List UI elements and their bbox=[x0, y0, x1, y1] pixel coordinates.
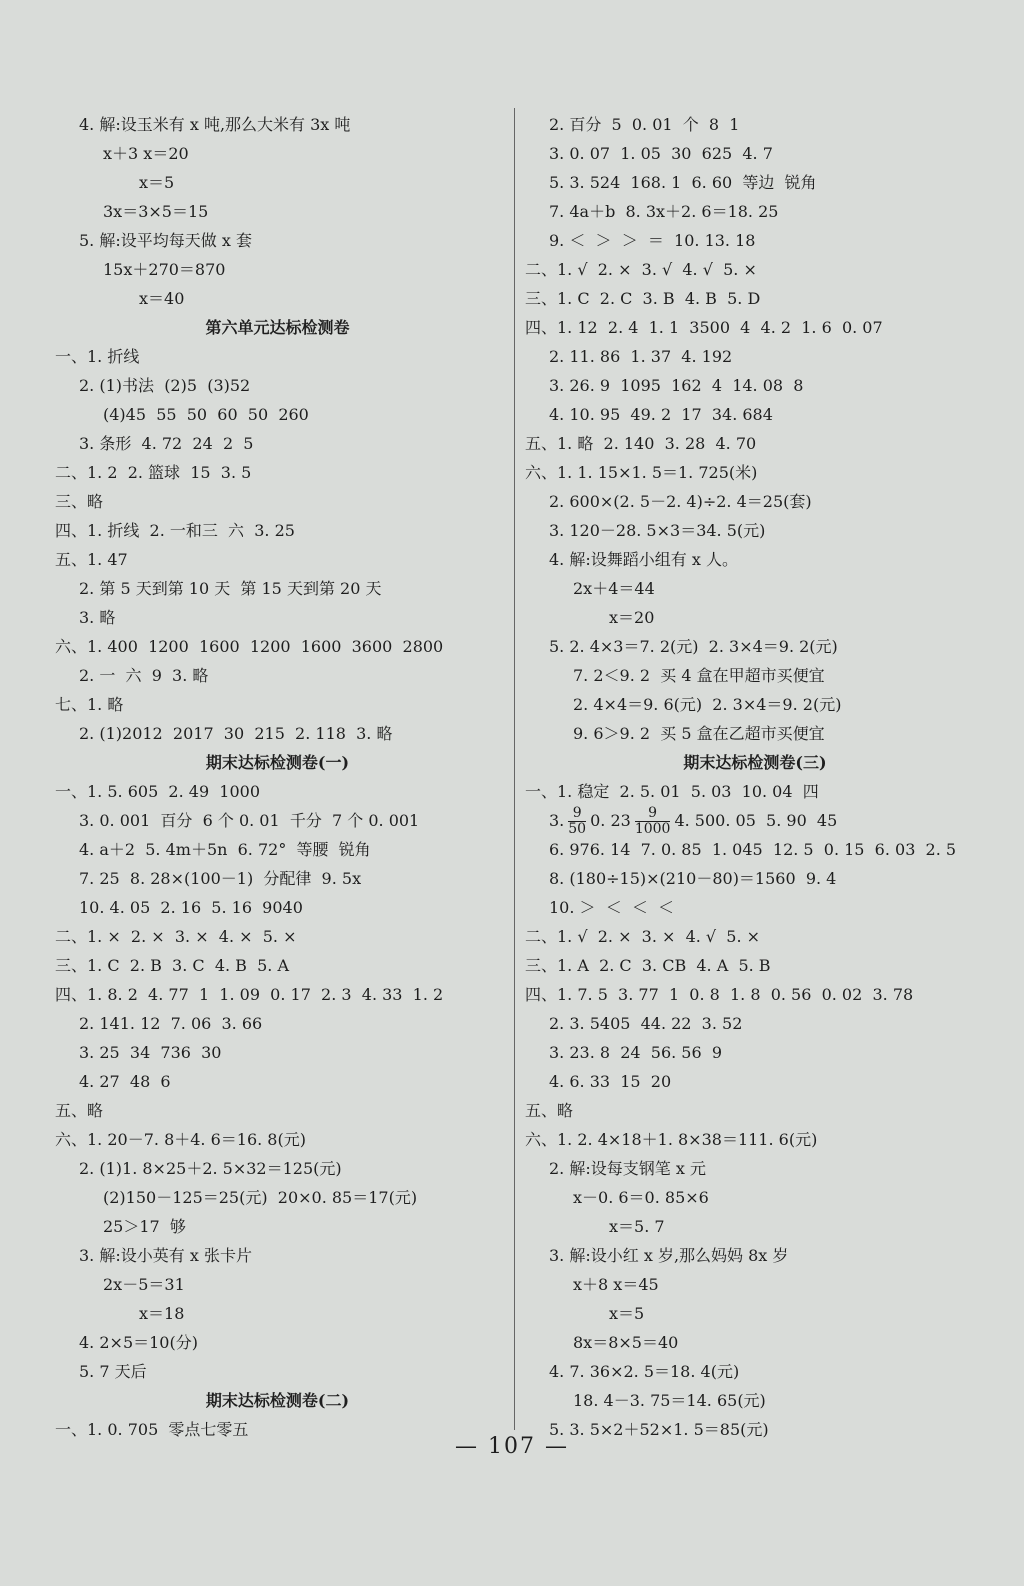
answer-line: 5. 3. 524 168. 1 6. 60 等边 锐角 bbox=[549, 173, 817, 192]
answer-line: 15x＋270＝870 bbox=[103, 260, 226, 279]
denominator: 50 bbox=[568, 821, 587, 835]
answer-line: 18. 4－3. 75＝14. 65(元) bbox=[573, 1391, 766, 1410]
denominator: 1000 bbox=[634, 821, 671, 835]
answer-line: 5. 解:设平均每天做 x 套 bbox=[79, 231, 252, 250]
answer-line: 5. 7 天后 bbox=[79, 1362, 147, 1381]
answer-line: x＝18 bbox=[139, 1304, 185, 1323]
fraction bbox=[635, 806, 671, 835]
answer-line: 5. 2. 4×3＝7. 2(元) 2. 3×4＝9. 2(元) bbox=[549, 637, 838, 656]
answer-line: 三、1. A 2. C 3. CB 4. A 5. B bbox=[525, 956, 771, 975]
answer-line: 2. (1)书法 (2)5 (3)52 bbox=[79, 376, 251, 395]
answer-line-fractions bbox=[525, 806, 985, 835]
answer-line: (4)45 55 50 60 50 260 bbox=[103, 405, 309, 424]
answer-line: 7. 25 8. 28×(100－1) 分配律 9. 5x bbox=[79, 869, 362, 888]
numerator: 9 bbox=[635, 806, 671, 822]
answer-line: x＝5. 7 bbox=[609, 1217, 665, 1236]
answer-line: 3. 26. 9 1095 162 4 14. 08 8 bbox=[549, 376, 804, 395]
answer-line: 4. 解:设玉米有 x 吨,那么大米有 3x 吨 bbox=[79, 115, 351, 134]
answer-line: 六、1. 1. 15×1. 5＝1. 725(米) bbox=[525, 463, 758, 482]
answer-line: 2. 一 六 9 3. 略 bbox=[79, 666, 209, 685]
answer-line: 4. 2×5＝10(分) bbox=[79, 1333, 198, 1352]
answer-line: 三、略 bbox=[55, 492, 104, 511]
answer-line: x＝20 bbox=[609, 608, 655, 627]
answer-line: x＝5 bbox=[139, 173, 175, 192]
right-column bbox=[525, 110, 985, 1444]
answer-line: 4. 7. 36×2. 5＝18. 4(元) bbox=[549, 1362, 740, 1381]
answer-line: 6. 976. 14 7. 0. 85 1. 045 12. 5 0. 15 6. 03 2. 5 bbox=[549, 840, 957, 859]
answer-text: 0. 23 bbox=[590, 811, 631, 830]
answer-line: 3. 0. 07 1. 05 30 625 4. 7 bbox=[549, 144, 773, 163]
answer-line: x＝40 bbox=[139, 289, 185, 308]
answer-line: 六、1. 20－7. 8＋4. 6＝16. 8(元) bbox=[55, 1130, 306, 1149]
answer-line: 二、1. × 2. × 3. × 4. × 5. × bbox=[55, 927, 297, 946]
answer-line: 一、1. 0. 705 零点七零五 bbox=[55, 1420, 249, 1439]
answer-line: 五、略 bbox=[525, 1101, 574, 1120]
answer-line: 六、1. 2. 4×18＋1. 8×38＝111. 6(元) bbox=[525, 1130, 818, 1149]
left-column bbox=[55, 110, 500, 1444]
answer-line: 4. 27 48 6 bbox=[79, 1072, 171, 1091]
answer-text: 4. 500. 05 5. 90 45 bbox=[674, 811, 838, 830]
answer-line: x－0. 6＝0. 85×6 bbox=[573, 1188, 709, 1207]
column-divider bbox=[514, 108, 515, 1430]
answer-line: 5. 3. 5×2＋52×1. 5＝85(元) bbox=[549, 1420, 769, 1439]
answer-line: 9. ＜ ＞ ＞ ＝ 10. 13. 18 bbox=[549, 231, 756, 250]
answer-line: 3x＝3×5＝15 bbox=[103, 202, 209, 221]
answer-line: 一、1. 5. 605 2. 49 1000 bbox=[55, 782, 261, 801]
answer-line: 二、1. √ 2. × 3. √ 4. √ 5. × bbox=[525, 260, 757, 279]
answer-line: 一、1. 折线 bbox=[55, 347, 140, 366]
fraction bbox=[568, 806, 586, 835]
answer-line: 三、1. C 2. C 3. B 4. B 5. D bbox=[525, 289, 761, 308]
answer-line: x＝5 bbox=[609, 1304, 645, 1323]
answer-line: 四、1. 7. 5 3. 77 1 0. 8 1. 8 0. 56 0. 02 3. 78 bbox=[525, 985, 914, 1004]
answer-line: 五、1. 47 bbox=[55, 550, 128, 569]
answer-line: 3. 0. 001 百分 6 个 0. 01 千分 7 个 0. 001 bbox=[79, 811, 420, 830]
answer-line: 2. 3. 5405 44. 22 3. 52 bbox=[549, 1014, 743, 1033]
answer-line: 2. (1)2012 2017 30 215 2. 118 3. 略 bbox=[79, 724, 393, 743]
answer-line: 2. 600×(2. 5－2. 4)÷2. 4＝25(套) bbox=[549, 492, 812, 511]
answer-line: 五、1. 略 2. 140 3. 28 4. 70 bbox=[525, 434, 757, 453]
section-heading: 第六单元达标检测卷 bbox=[205, 318, 350, 337]
answer-line: 4. 解:设舞蹈小组有 x 人。 bbox=[549, 550, 738, 569]
answer-line: 3. 解:设小英有 x 张卡片 bbox=[79, 1246, 252, 1265]
answer-line: 2x＋4＝44 bbox=[573, 579, 655, 598]
answer-line: 四、1. 折线 2. 一和三 六 3. 25 bbox=[55, 521, 295, 540]
answer-line: 7. 4a＋b 8. 3x＋2. 6＝18. 25 bbox=[549, 202, 779, 221]
answer-line: 七、1. 略 bbox=[55, 695, 124, 714]
answer-line: 四、1. 8. 2 4. 77 1 1. 09 0. 17 2. 3 4. 33 1. 2 bbox=[55, 985, 444, 1004]
answer-line: 4. a＋2 5. 4m＋5n 6. 72° 等腰 锐角 bbox=[79, 840, 371, 859]
answer-line: 2. 4×4＝9. 6(元) 2. 3×4＝9. 2(元) bbox=[573, 695, 842, 714]
answer-line: 2. 第 5 天到第 10 天 第 15 天到第 20 天 bbox=[79, 579, 382, 598]
answer-line: 3. 25 34 736 30 bbox=[79, 1043, 222, 1062]
answer-line: 3. 23. 8 24 56. 56 9 bbox=[549, 1043, 723, 1062]
answer-line: 2. (1)1. 8×25＋2. 5×32＝125(元) bbox=[79, 1159, 342, 1178]
answer-line: 25＞17 够 bbox=[103, 1217, 186, 1236]
answer-line: 2. 百分 5 0. 01 个 8 1 bbox=[549, 115, 740, 134]
answer-line: x＋8 x＝45 bbox=[573, 1275, 659, 1294]
section-heading: 期末达标检测卷(二) bbox=[205, 1391, 350, 1410]
answer-line: 4. 6. 33 15 20 bbox=[549, 1072, 672, 1091]
answer-line: 2x－5＝31 bbox=[103, 1275, 185, 1294]
answer-line: 3. 解:设小红 x 岁,那么妈妈 8x 岁 bbox=[549, 1246, 789, 1265]
answer-line: 三、1. C 2. B 3. C 4. B 5. A bbox=[55, 956, 290, 975]
answer-line: 二、1. 2 2. 篮球 15 3. 5 bbox=[55, 463, 252, 482]
answer-line: 四、1. 12 2. 4 1. 1 3500 4 4. 2 1. 6 0. 07 bbox=[525, 318, 883, 337]
answer-line: 8x＝8×5＝40 bbox=[573, 1333, 679, 1352]
answer-line: 3. 120－28. 5×3＝34. 5(元) bbox=[549, 521, 766, 540]
answer-line: 2. 解:设每支钢笔 x 元 bbox=[549, 1159, 706, 1178]
answer-line: 4. 10. 95 49. 2 17 34. 684 bbox=[549, 405, 773, 424]
answer-line: 10. 4. 05 2. 16 5. 16 9040 bbox=[79, 898, 303, 917]
numerator: 9 bbox=[568, 806, 586, 822]
answer-line: 一、1. 稳定 2. 5. 01 5. 03 10. 04 四 bbox=[525, 782, 819, 801]
answer-line: 3. 略 bbox=[79, 608, 116, 627]
answer-line: 8. (180÷15)×(210－80)＝1560 9. 4 bbox=[549, 869, 837, 888]
answer-line: 五、略 bbox=[55, 1101, 104, 1120]
answer-line: 9. 6＞9. 2 买 5 盒在乙超市买便宜 bbox=[573, 724, 825, 743]
answer-text: 3. bbox=[549, 811, 565, 830]
page-number: — 107 — bbox=[455, 1434, 569, 1459]
answer-line: 3. 条形 4. 72 24 2 5 bbox=[79, 434, 254, 453]
answer-line: 7. 2＜9. 2 买 4 盒在甲超市买便宜 bbox=[573, 666, 825, 685]
answer-line: 二、1. √ 2. × 3. × 4. √ 5. × bbox=[525, 927, 761, 946]
answer-line: 六、1. 400 1200 1600 1200 1600 3600 2800 bbox=[55, 637, 444, 656]
section-heading: 期末达标检测卷(一) bbox=[205, 753, 350, 772]
answer-line: 2. 141. 12 7. 06 3. 66 bbox=[79, 1014, 263, 1033]
section-heading: 期末达标检测卷(三) bbox=[683, 753, 827, 772]
answer-line: x＋3 x＝20 bbox=[103, 144, 189, 163]
answer-line: (2)150－125＝25(元) 20×0. 85＝17(元) bbox=[103, 1188, 418, 1207]
answer-line: 10. ＞ ＜ ＜ ＜ bbox=[549, 898, 675, 917]
answer-line: 2. 11. 86 1. 37 4. 192 bbox=[549, 347, 733, 366]
